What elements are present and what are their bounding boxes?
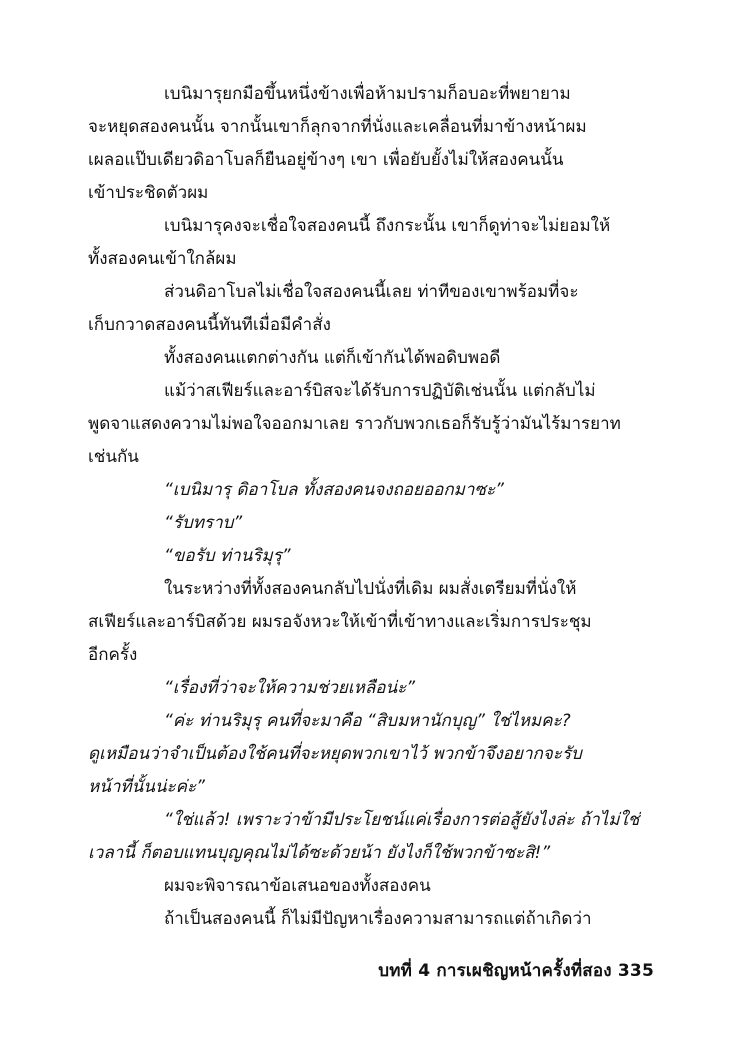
text-line: แม้ว่าสเฟียร์และอาร์บิสจะได้รับการปฏิบัติเช่นนั้น แต่กลับไม่ xyxy=(164,381,596,401)
dialogue-line: “เรื่องที่ว่าจะให้ความช่วยเหลือน่ะ” xyxy=(164,678,416,698)
text-line: ทั้งสองคนแตกต่างกัน แต่ก็เข้ากันได้พอดิบพอดี xyxy=(164,348,501,368)
text-line: จะหยุดสองคนนั้น จากนั้นเขาก็ลุกจากที่นั่งและเคลื่อนที่มาข้างหน้าผม xyxy=(88,117,587,137)
text-line: ผมจะพิจารณาข้อเสนอของทั้งสองคน xyxy=(164,876,431,896)
text-line: เข้าประชิดตัวผม xyxy=(88,183,209,203)
text-line: พูดจาแสดงความไม่พอใจออกมาเลย ราวกับพวกเธอก็รับรู้ว่ามันไร้มารยาท xyxy=(88,414,621,434)
dialogue-line: “ค่ะ ท่านริมุรุ คนที่จะมาคือ “สิบมหานักบุญ” ใช่ไหมคะ? xyxy=(164,711,571,731)
page-footer: บทที่ 4 การเผชิญหน้าครั้งที่สอง 335 xyxy=(378,961,654,981)
text-line: ส่วนดิอาโบลไม่เชื่อใจสองคนนี้เลย ท่าทีของเขาพร้อมที่จะ xyxy=(164,282,579,302)
text-line: เช่นกัน xyxy=(88,447,139,467)
text-line: ทั้งสองคนเข้าใกล้ผม xyxy=(88,249,237,269)
dialogue-line: “รับทราบ” xyxy=(164,513,243,533)
dialogue-line: “เบนิมารุ ดิอาโบล ทั้งสองคนจงถอยออกมาซะ” xyxy=(164,480,504,500)
dialogue-line: “ขอรับ ท่านริมุรุ” xyxy=(164,546,291,566)
dialogue-line: เวลานี้ ก็ตอบแทนบุญคุณไม่ได้ซะด้วยน้า ยังไงก็ใช้พวกข้าซะสิ!” xyxy=(88,843,551,863)
body-text xyxy=(88,78,653,936)
text-line: ในระหว่างที่ทั้งสองคนกลับไปนั่งที่เดิม ผมสั่งเตรียมที่นั่งให้ xyxy=(164,579,577,599)
dialogue-line: หน้าที่นั้นน่ะค่ะ” xyxy=(88,777,205,797)
dialogue-line: “ใช่แล้ว! เพราะว่าข้ามีประโยชน์แค่เรื่องการต่อสู้ยังไงล่ะ ถ้าไม่ใช่ xyxy=(164,810,640,830)
text-line: อีกครั้ง xyxy=(88,645,138,665)
dialogue-line: ดูเหมือนว่าจำเป็นต้องใช้คนที่จะหยุดพวกเขาไว้ พวกข้าจึงอยากจะรับ xyxy=(88,744,582,764)
text-line: เบนิมารุยกมือขึ้นหนึ่งข้างเพื่อห้ามปรามก็อบอะที่พยายาม xyxy=(164,84,571,104)
text-line: สเฟียร์และอาร์บิสด้วย ผมรอจังหวะให้เข้าที่เข้าทางและเริ่มการประชุม xyxy=(88,612,592,632)
text-line: เก็บกวาดสองคนนี้ทันทีเมื่อมีคำสั่ง xyxy=(88,315,331,335)
text-line: ถ้าเป็นสองคนนี้ ก็ไม่มีปัญหาเรื่องความสามารถแต่ถ้าเกิดว่า xyxy=(164,909,592,929)
text-line: เบนิมารุคงจะเชื่อใจสองคนนี้ ถึงกระนั้น เขาก็ดูท่าจะไม่ยอมให้ xyxy=(164,216,611,236)
text-line: เผลอแป๊บเดียวดิอาโบลก็ยืนอยู่ข้างๆ เขา เพื่อยับยั้งไม่ให้สองคนนั้น xyxy=(88,150,564,170)
